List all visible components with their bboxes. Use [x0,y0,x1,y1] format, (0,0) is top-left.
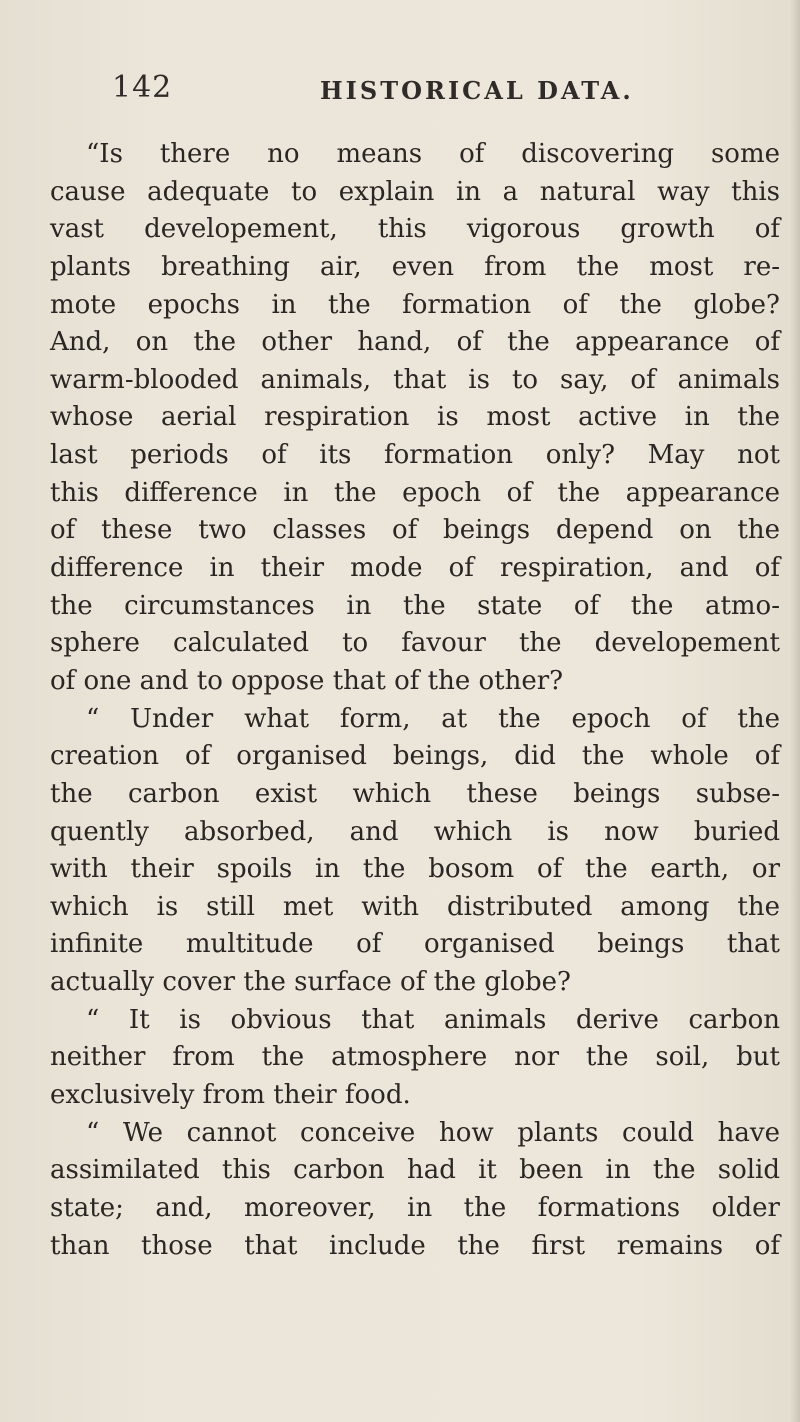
page-number: 142 [112,70,173,105]
text-line: creation of organised beings, did the whole of [50,741,780,772]
text-line: mote epochs in the formation of the globe? [50,289,780,320]
text-line: difference in their mode of respiration, and of [50,553,780,584]
text-line: assimilated this carbon had it been in the solid [50,1155,780,1186]
text-line: vast developement, this vigorous growth of [50,214,780,245]
text-line: cause adequate to explain in a natural way this [50,176,780,207]
text-line: state; and, moreover, in the formations older [50,1192,780,1223]
text-line: the circumstances in the state of the atmo- [50,590,780,621]
text-line: this difference in the epoch of the appearance [50,477,780,508]
text-line: exclusively from their food. [50,1080,411,1111]
text-line: quently absorbed, and which is now buried [50,816,780,847]
running-head: HISTORICAL DATA. [320,76,634,105]
text-line: with their spoils in the bosom of the earth, or [50,854,780,885]
text-line: of one and to oppose that of the other? [50,665,564,696]
text-line: last periods of its formation only? May not [50,440,780,471]
text-line: And, on the other hand, of the appearance of [50,327,780,358]
text-line: which is still met with distributed among the [50,891,780,922]
text-line: infinite multitude of organised beings that [50,929,780,960]
body-text [50,136,780,1265]
text-line: sphere calculated to favour the developement [50,628,780,659]
text-line: the carbon exist which these beings subse- [50,778,780,809]
text-line: “ It is obvious that animals derive carbon [86,1004,780,1035]
text-line: of these two classes of beings depend on the [50,515,780,546]
text-line: plants breathing air, even from the most re- [50,251,780,282]
text-line: whose aerial respiration is most active in the [50,402,780,433]
text-line: neither from the atmosphere nor the soil, but [50,1042,780,1073]
text-line: “Is there no means of discovering some [86,139,780,169]
page-header [112,70,782,114]
text-line: “ We cannot conceive how plants could have [86,1117,780,1148]
text-line: warm-blooded animals, that is to say, of animals [50,364,780,395]
text-line: “ Under what form, at the epoch of the [86,703,780,734]
text-line: actually cover the surface of the globe? [50,967,571,998]
page-edge-shadow [790,0,800,1422]
text-line: than those that include the first remains of [50,1230,780,1261]
